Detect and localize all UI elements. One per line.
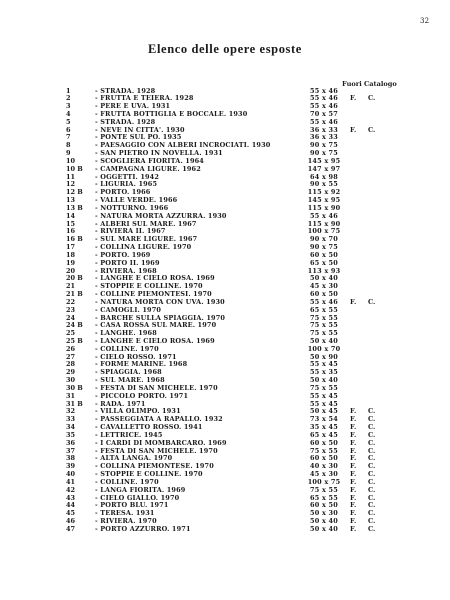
entry-dimensions: 50 x 30 (310, 509, 338, 518)
entry-dimensions: 50 x 40 (310, 376, 338, 385)
entry-number: 24 (66, 313, 76, 322)
entry-mark-f: F. (350, 423, 357, 432)
entry-dimensions: 115 x 92 (307, 188, 341, 197)
entry-number: 42 (66, 485, 76, 494)
entry-number: 47 (66, 524, 76, 533)
entry-dimensions: 90 x 75 (310, 243, 338, 252)
entry-title: - PORTO II. 1969 (95, 258, 160, 267)
page-title: Elenco delle opere esposte (148, 42, 302, 56)
entry-dimensions: 65 x 45 (310, 430, 338, 439)
entry-number: 15 (66, 219, 76, 228)
entry-title: - FRUTTA BOTTIGLIA E BOCCALE. 1930 (95, 109, 248, 118)
entry-number: 38 (66, 454, 76, 463)
entry-number: 2 (66, 94, 71, 103)
entry-dimensions: 50 x 45 (310, 407, 338, 416)
entry-dimensions: 55 x 46 (310, 102, 338, 111)
entry-title: - CASA ROSSA SUL MARE. 1970 (95, 321, 217, 330)
entry-number: 25 (66, 329, 76, 338)
entry-number: 25 B (66, 337, 83, 345)
entry-dimensions: 90 x 75 (310, 149, 338, 158)
entry-dimensions: 36 x 33 (310, 125, 338, 134)
entry-mark-c: C. (368, 454, 376, 463)
entry-title: - PORTO BLU. 1971 (95, 501, 169, 510)
entry-title: - PORTO. 1966 (95, 188, 151, 197)
entry-number: 30 B (66, 383, 83, 392)
entry-number: 7 (66, 133, 71, 142)
entry-dimensions: 55 x 45 (310, 391, 338, 400)
entry-title: - CIELO GIALLO. 1970 (95, 493, 180, 502)
entry-title: - CAVALLETTO ROSSO. 1941 (95, 423, 203, 432)
entry-number: 45 (66, 509, 76, 518)
entry-dimensions: 64 x 98 (310, 172, 338, 181)
entry-dimensions: 65 x 50 (310, 258, 338, 267)
entry-dimensions: 113 x 93 (307, 266, 341, 275)
entry-mark-f: F. (350, 94, 357, 103)
entry-title: - STOPPIE E COLLINE. 1970 (95, 282, 203, 291)
entry-number: 27 (66, 352, 76, 361)
entry-number: 3 (66, 102, 71, 111)
entry-dimensions: 50 x 40 (310, 274, 338, 283)
entry-dimensions: 90 x 70 (310, 235, 338, 244)
entry-title: - VALLE VERDE. 1966 (95, 196, 178, 205)
entry-title: - BARCHE SULLA SPIAGGIA. 1970 (95, 313, 226, 322)
entry-dimensions: 60 x 50 (310, 501, 338, 510)
entry-number: 34 (66, 423, 76, 432)
entry-dimensions: 50 x 40 (310, 517, 338, 526)
entry-mark-f: F. (350, 297, 357, 306)
entry-number: 46 (66, 517, 76, 526)
entry-title: - SAN PIETRO IN NOVELLA. 1931 (95, 149, 223, 158)
entry-dimensions: 75 x 55 (310, 485, 338, 494)
entry-dimensions: 100 x 70 (307, 344, 341, 353)
entry-dimensions: 75 x 55 (310, 383, 338, 392)
entry-dimensions: 75 x 55 (310, 329, 338, 338)
entry-title: - LANGHE E CIELO ROSA. 1969 (95, 337, 215, 345)
entry-number: 40 (66, 470, 76, 479)
entry-number: 6 (66, 125, 71, 134)
entry-title: - STOPPIE E COLLINE. 1970 (95, 470, 203, 479)
entry-dimensions: 70 x 57 (310, 109, 338, 118)
entry-number: 21 (66, 282, 76, 291)
entry-dimensions: 40 x 30 (310, 462, 338, 471)
entry-number: 16 B (66, 235, 83, 244)
entry-dimensions: 50 x 90 (310, 352, 338, 361)
entry-mark-f: F. (350, 509, 357, 518)
entry-mark-c: C. (368, 509, 376, 518)
entry-title: - PORTO. 1969 (95, 250, 151, 259)
entry-title: - CAMPAGNA LIGURE. 1962 (95, 164, 201, 173)
entry-title: - RADA. 1971 (95, 399, 146, 408)
entry-number: 29 (66, 368, 76, 377)
entry-number: 36 (66, 438, 76, 447)
entry-number: 9 (66, 149, 71, 158)
entry-mark-f: F. (350, 517, 357, 526)
entry-number: 43 (66, 493, 76, 502)
entry-title: - ALBERI SUL MARE. 1967 (95, 219, 197, 228)
list-item (0, 526, 450, 534)
entry-mark-f: F. (350, 407, 357, 416)
entry-dimensions: 55 x 45 (310, 360, 338, 369)
entry-number: 10 (66, 156, 76, 165)
entry-mark-c: C. (368, 501, 376, 510)
entry-title: - PASSEGGIATA A RAPALLO. 1932 (95, 415, 223, 424)
entry-mark-c: C. (368, 485, 376, 494)
entry-dimensions: 45 x 30 (310, 282, 338, 291)
entry-title: - CIELO ROSSO. 1971 (95, 352, 177, 361)
entry-number: 33 (66, 415, 76, 424)
entry-mark-f: F. (350, 493, 357, 502)
entry-dimensions: 35 x 45 (310, 423, 338, 432)
entry-dimensions: 145 x 95 (307, 156, 341, 165)
entry-dimensions: 50 x 40 (310, 524, 338, 533)
entry-number: 17 (66, 243, 76, 252)
catalogue-list (0, 88, 450, 534)
entry-dimensions: 100 x 75 (307, 477, 341, 486)
entry-number: 5 (66, 117, 71, 126)
entry-dimensions: 55 x 46 (310, 86, 338, 95)
entry-mark-c: C. (368, 407, 376, 416)
entry-number: 26 (66, 344, 76, 353)
entry-mark-c: C. (368, 438, 376, 447)
entry-number: 22 (66, 297, 76, 306)
entry-dimensions: 75 x 55 (310, 313, 338, 322)
entry-dimensions: 75 x 55 (310, 321, 338, 330)
entry-dimensions: 55 x 46 (310, 297, 338, 306)
entry-number: 31 B (66, 399, 83, 408)
entry-dimensions: 50 x 40 (310, 337, 338, 345)
entry-dimensions: 90 x 75 (310, 141, 338, 150)
entry-mark-c: C. (368, 125, 376, 134)
entry-mark-f: F. (350, 485, 357, 494)
entry-title: - RIVIERA II. 1967 (95, 227, 166, 236)
entry-number: 1 (66, 86, 71, 95)
entry-dimensions: 115 x 90 (307, 219, 341, 228)
entry-title: - LANGHE E CIELO ROSA. 1969 (95, 274, 215, 283)
entry-mark-f: F. (350, 454, 357, 463)
entry-title: - TERESA. 1931 (95, 509, 155, 518)
entry-dimensions: 60 x 50 (310, 438, 338, 447)
entry-title: - OGGETTI. 1942 (95, 172, 160, 181)
entry-mark-c: C. (368, 415, 376, 424)
entry-number: 20 B (66, 274, 83, 283)
entry-mark-c: C. (368, 462, 376, 471)
entry-title: - FRUTTA E TEIERA. 1928 (95, 94, 194, 103)
entry-number: 21 B (66, 290, 83, 299)
entry-dimensions: 45 x 30 (310, 470, 338, 479)
entry-dimensions: 55 x 35 (310, 368, 338, 377)
entry-title: - NOTTURNO. 1966 (95, 203, 169, 212)
entry-mark-c: C. (368, 423, 376, 432)
entry-mark-f: F. (350, 446, 357, 455)
entry-title: - VILLA OLIMPO. 1931 (95, 407, 181, 416)
entry-title: - FORME MARINE. 1968 (95, 360, 188, 369)
entry-number: 8 (66, 141, 71, 150)
entry-number: 13 B (66, 203, 83, 212)
entry-title: - STRADA. 1928 (95, 86, 156, 95)
entry-dimensions: 36 x 33 (310, 133, 338, 142)
entry-number: 39 (66, 462, 76, 471)
entry-title: - RIVIERA. 1970 (95, 517, 157, 526)
entry-mark-f: F. (350, 477, 357, 486)
entry-title: - I CARDI DI MOMBARCARO. 1969 (95, 438, 227, 447)
entry-title: - SUL MARE. 1968 (95, 376, 165, 385)
entry-title: - ALTA LANGA. 1970 (95, 454, 173, 463)
entry-number: 18 (66, 250, 76, 259)
entry-mark-c: C. (368, 446, 376, 455)
entry-title: - FESTA DI SAN MICHELE. 1970 (95, 446, 218, 455)
entry-title: - LANGHE. 1968 (95, 329, 157, 338)
entry-number: 19 (66, 258, 76, 267)
entry-dimensions: 55 x 46 (310, 94, 338, 103)
entry-title: - LETTRICE. 1945 (95, 430, 163, 439)
entry-dimensions: 115 x 90 (307, 203, 341, 212)
entry-dimensions: 73 x 54 (310, 415, 338, 424)
entry-title: - CAMOGLI. 1970 (95, 305, 162, 314)
entry-title: - COLLINE PIEMONTESI. 1970 (95, 290, 212, 299)
entry-number: 12 (66, 180, 76, 189)
entry-number: 44 (66, 501, 76, 510)
entry-dimensions: 90 x 55 (310, 180, 338, 189)
entry-mark-c: C. (368, 524, 376, 533)
entry-mark-c: C. (368, 493, 376, 502)
entry-mark-f: F. (350, 125, 357, 134)
entry-title: - COLLINE. 1970 (95, 477, 159, 486)
entry-mark-c: C. (368, 430, 376, 439)
entry-number: 32 (66, 407, 76, 416)
entry-mark-c: C. (368, 477, 376, 486)
entry-mark-f: F. (350, 430, 357, 439)
entry-title: - NEVE IN CITTA'. 1930 (95, 125, 185, 134)
entry-dimensions: 60 x 50 (310, 250, 338, 259)
entry-mark-c: C. (368, 470, 376, 479)
entry-title: - SUL MARE LIGURE. 1967 (95, 235, 198, 244)
entry-title: - PONTE SUL PO. 1935 (95, 133, 182, 142)
entry-title: - SPIAGGIA. 1968 (95, 368, 162, 377)
entry-title: - SCOGLIERA FIORITA. 1964 (95, 156, 204, 165)
entry-title: - LIGURIA. 1965 (95, 180, 158, 189)
entry-number: 41 (66, 477, 76, 486)
entry-number: 28 (66, 360, 76, 369)
entry-mark-f: F. (350, 438, 357, 447)
entry-title: - PORTO AZZURRO. 1971 (95, 524, 191, 533)
entry-mark-c: C. (368, 94, 376, 103)
entry-number: 10 B (66, 164, 83, 173)
entry-dimensions: 60 x 50 (310, 290, 338, 299)
entry-dimensions: 100 x 75 (307, 227, 341, 236)
entry-title: - COLLINA PIEMONTESE. 1970 (95, 462, 214, 471)
entry-number: 13 (66, 196, 76, 205)
entry-dimensions: 60 x 50 (310, 454, 338, 463)
entry-title: - PERE E UVA. 1931 (95, 102, 171, 111)
entry-number: 16 (66, 227, 76, 236)
entry-dimensions: 65 x 55 (310, 493, 338, 502)
entry-dimensions: 145 x 95 (307, 196, 341, 205)
entry-mark-f: F. (350, 462, 357, 471)
entry-dimensions: 75 x 55 (310, 446, 338, 455)
entry-number: 4 (66, 109, 71, 118)
entry-number: 31 (66, 391, 76, 400)
entry-title: - PAESAGGIO CON ALBERI INCROCIATI. 1930 (95, 141, 271, 150)
entry-title: - FESTA DI SAN MICHELE. 1970 (95, 383, 218, 392)
entry-mark-f: F. (350, 415, 357, 424)
entry-number: 23 (66, 305, 76, 314)
entry-mark-f: F. (350, 470, 357, 479)
entry-title: - PICCOLO PORTO. 1971 (95, 391, 189, 400)
entry-title: - STRADA. 1928 (95, 117, 156, 126)
entry-dimensions: 65 x 55 (310, 305, 338, 314)
entry-dimensions: 55 x 45 (310, 399, 338, 408)
entry-mark-c: C. (368, 297, 376, 306)
entry-mark-f: F. (350, 524, 357, 533)
entry-dimensions: 55 x 46 (310, 211, 338, 220)
entry-number: 24 B (66, 321, 83, 330)
page-number: 32 (420, 17, 430, 25)
entry-number: 11 (66, 172, 76, 181)
entry-mark-c: C. (368, 517, 376, 526)
entry-title: - NATURA MORTA AZZURRA. 1930 (95, 211, 227, 220)
entry-number: 37 (66, 446, 76, 455)
entry-title: - COLLINA LIGURE. 1970 (95, 243, 192, 252)
entry-number: 30 (66, 376, 76, 385)
entry-title: - NATURA MORTA CON UVA. 1930 (95, 297, 225, 306)
column-header-fuori-catalogo: Fuori Catalogo (342, 80, 397, 88)
entry-title: - COLLINE. 1970 (95, 344, 159, 353)
entry-number: 14 (66, 211, 76, 220)
entry-title: - RIVIERA. 1968 (95, 266, 157, 275)
entry-dimensions: 55 x 46 (310, 117, 338, 126)
entry-number: 20 (66, 266, 76, 275)
entry-number: 12 B (66, 188, 83, 197)
entry-mark-f: F. (350, 501, 357, 510)
entry-title: - LANGA FIORITA. 1969 (95, 485, 186, 494)
entry-number: 35 (66, 430, 76, 439)
entry-dimensions: 147 x 97 (307, 164, 341, 173)
